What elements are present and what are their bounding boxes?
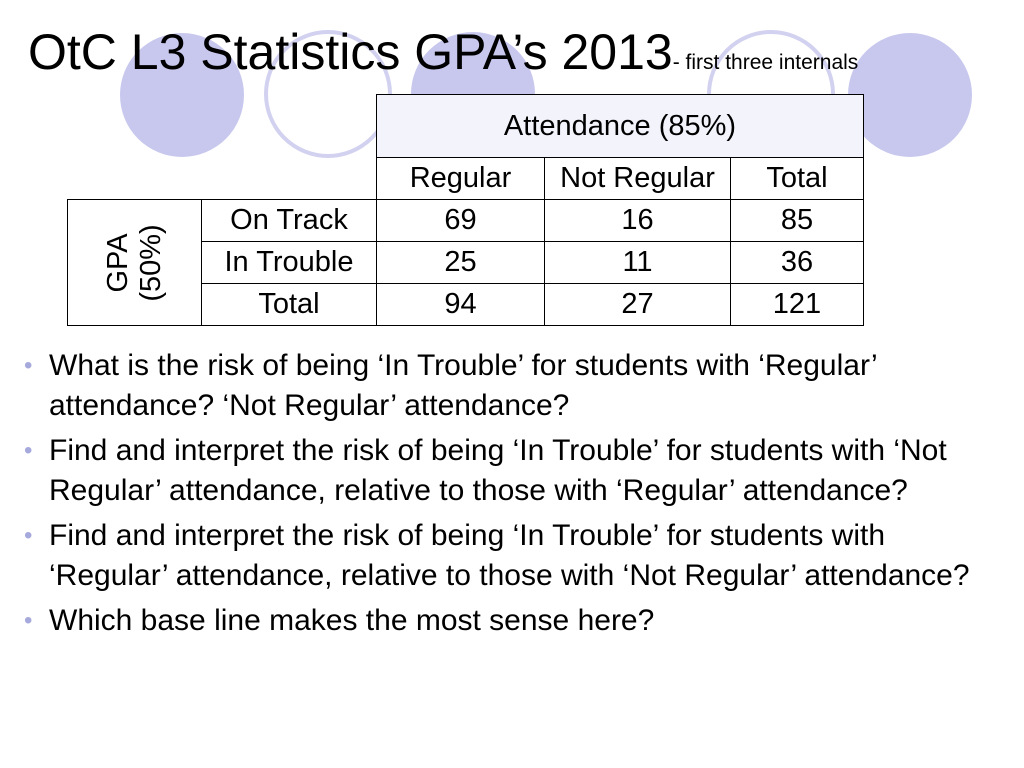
bullet-icon: •: [24, 522, 33, 549]
list-item: [24, 346, 984, 426]
col-header-total: Total: [731, 158, 864, 200]
slide-title-main: OtC L3 Statistics GPA’s 2013: [28, 24, 673, 80]
gpa-weight-label: (50%): [134, 223, 167, 302]
list-item: [24, 601, 984, 641]
list-item: [24, 516, 984, 596]
cell-total-regular: 94: [377, 284, 545, 326]
table-corner-2: [68, 158, 377, 200]
row-label-total: Total: [202, 284, 377, 326]
cell-in-trouble-regular: 25: [377, 242, 545, 284]
question-text: Find and interpret the risk of being ‘In Trouble’ for students with ‘Regular’ attendance, relative to those with ‘Not Regular’ attendance?: [49, 519, 970, 592]
attendance-header: Attendance (85%): [377, 95, 864, 158]
row-label-in-trouble: In Trouble: [202, 242, 377, 284]
table-corner: [68, 95, 377, 158]
list-item: [24, 431, 984, 511]
cell-total-not-regular: 27: [545, 284, 731, 326]
col-header-not-regular: Not Regular: [545, 158, 731, 200]
cell-grand-total: 121: [731, 284, 864, 326]
contingency-table: [67, 94, 864, 326]
question-list: [24, 346, 984, 646]
gpa-row-header: [68, 200, 202, 326]
question-text: What is the risk of being ‘In Trouble’ for students with ‘Regular’ attendance? ‘Not Regular’ attendance?: [49, 349, 877, 422]
cell-in-trouble-total: 36: [731, 242, 864, 284]
decor-circle-filled-3: [848, 33, 972, 157]
col-header-regular: Regular: [377, 158, 545, 200]
bullet-icon: •: [24, 607, 33, 634]
cell-in-trouble-not-regular: 11: [545, 242, 731, 284]
row-label-on-track: On Track: [202, 200, 377, 242]
bullet-icon: •: [24, 437, 33, 464]
cell-on-track-regular: 69: [377, 200, 545, 242]
table-row: [68, 200, 864, 242]
gpa-label: GPA: [101, 232, 134, 293]
question-text: Which base line makes the most sense here?: [49, 604, 655, 637]
bullet-icon: •: [24, 352, 33, 379]
slide-title-subtitle: - first three internals: [672, 51, 859, 74]
cell-on-track-total: 85: [731, 200, 864, 242]
cell-on-track-not-regular: 16: [545, 200, 731, 242]
question-text: Find and interpret the risk of being ‘In Trouble’ for students with ‘Not Regular’ attendance, relative to those with ‘Regular’ attendance?: [49, 434, 947, 507]
slide-title: [28, 22, 858, 82]
